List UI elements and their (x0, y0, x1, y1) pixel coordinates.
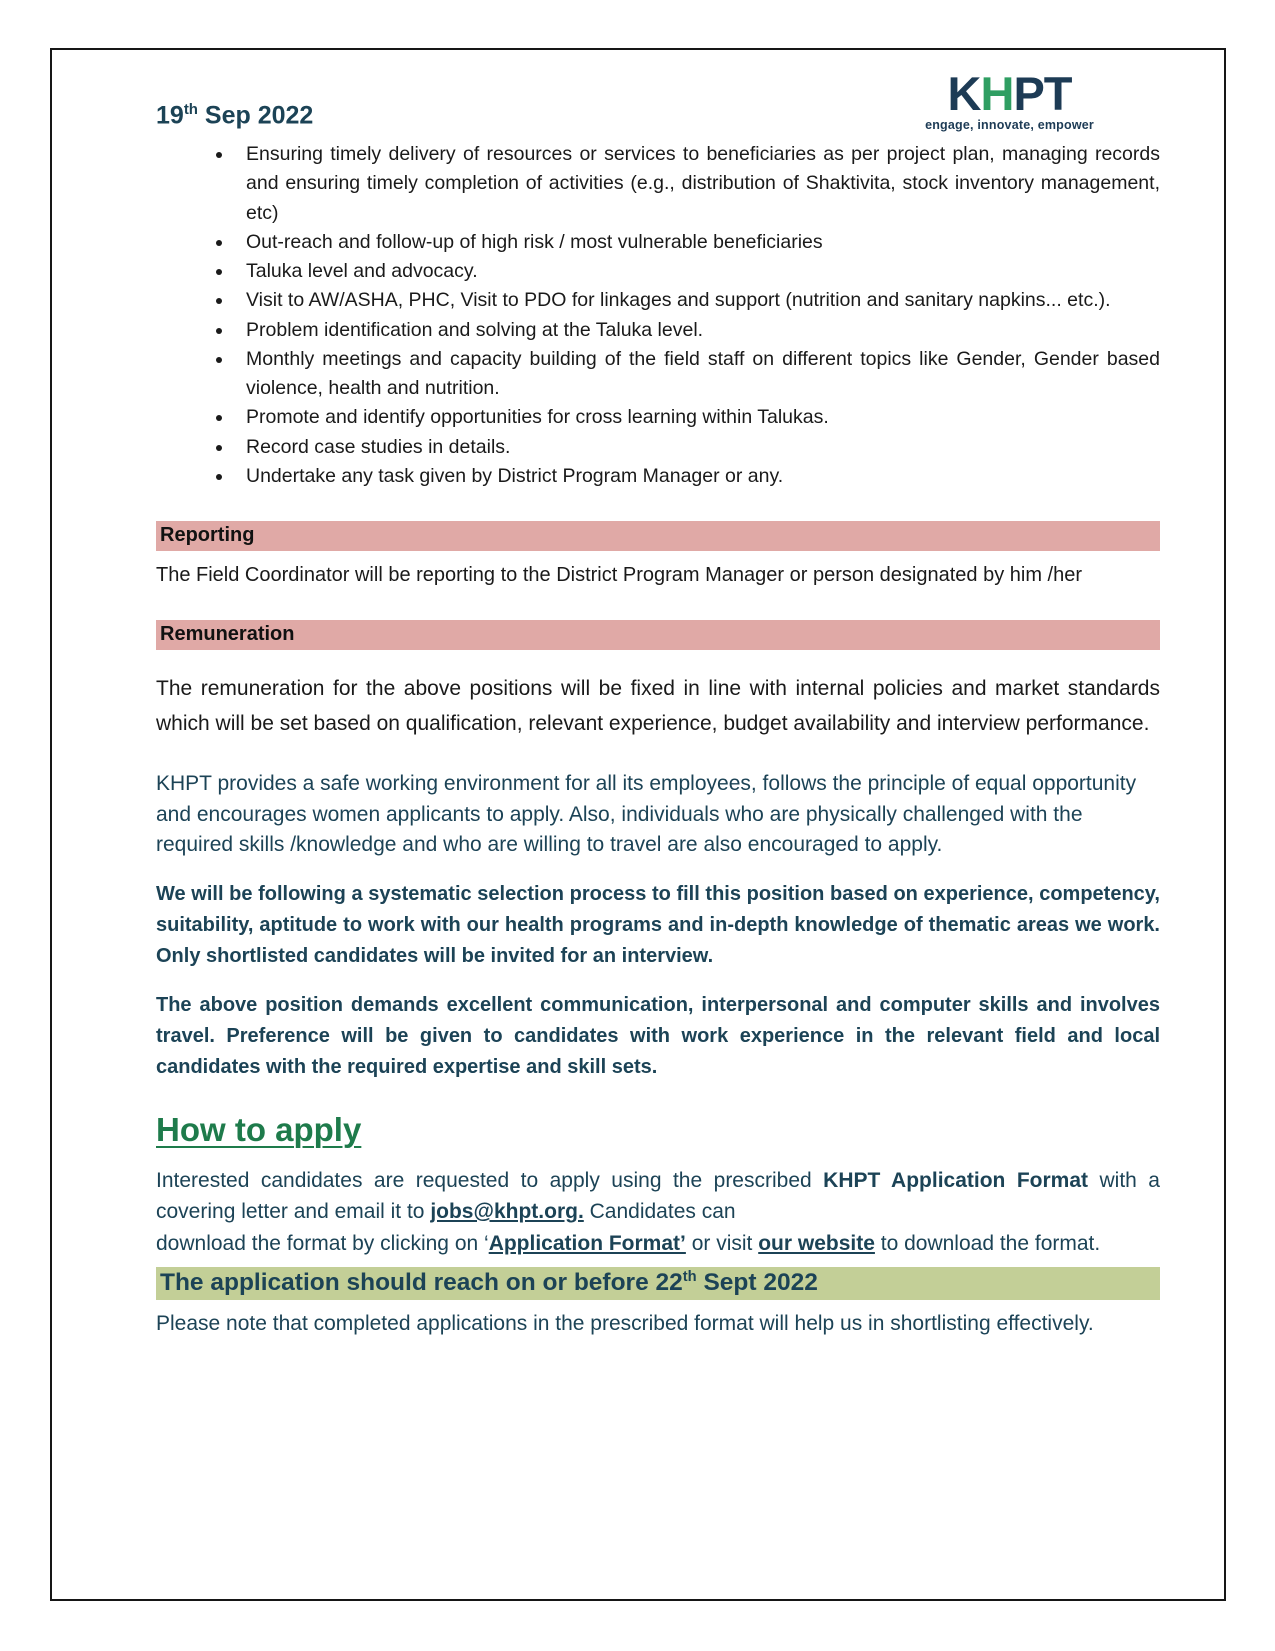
date-ordinal: th (183, 100, 198, 118)
equal-opportunity-paragraph: KHPT provides a safe working environment for all its employees, follows the principle of equal opportunity and encourages women applicants to apply. Also, individuals who are physically challenged with the required skills /knowledge and who are willing to travel are also encouraged to apply. (156, 772, 1137, 857)
position-demands-paragraph: The above position demands excellent communication, interpersonal and computer skills and involves travel. Preference will be given to candidates with work experience in the relevant field and local candidates with the required expertise and skill sets. (156, 993, 1160, 1078)
logo-letter-t: T (1043, 67, 1072, 120)
jobs-email-link[interactable]: jobs@khpt.org. (430, 1200, 584, 1224)
apply-text: download the format by clicking on ‘ (156, 1231, 489, 1255)
deadline-text: Sept 2022 (696, 1269, 818, 1297)
list-item: • Undertake any task given by District Program Manager or any. (234, 462, 1160, 491)
reporting-section-heading: Reporting (156, 521, 1160, 551)
logo-letter-p: P (1013, 67, 1044, 120)
logo-tagline: engage, innovate, empower (925, 118, 1094, 132)
deadline-ordinal: th (682, 1269, 697, 1286)
list-item: • Ensuring timely delivery of resources or services to beneficiaries as per project plan, managing records and ensuring timely completion of activities (e.g., distribution of Shaktivita, stock inventory management, etc) (234, 140, 1160, 228)
khpt-logo (925, 67, 1094, 132)
apply-instructions-paragraph (156, 1165, 1160, 1260)
apply-text: or visit (685, 1231, 759, 1255)
list-item: • Promote and identify opportunities for cross learning within Talukas. (234, 403, 1160, 432)
list-item: • Problem identification and solving at the Taluka level. (234, 316, 1160, 345)
page-header (156, 67, 1160, 132)
list-item: • Monthly meetings and capacity building of the field staff on different topics like Gender, Gender based violence, health and nutrition. (234, 345, 1160, 404)
logo-letter-h: H (980, 67, 1014, 120)
selection-process-paragraph: We will be following a systematic selection process to fill this position based on experience, competency, suitability, aptitude to work with our health programs and in-depth knowledge of thematic areas we work. Only shortlisted candidates will be invited for an interview. (156, 882, 1160, 967)
document-date (156, 101, 313, 132)
apply-text: to download the format. (874, 1231, 1101, 1255)
application-deadline-banner (156, 1267, 1160, 1300)
application-format-link[interactable]: Application Format’ (488, 1231, 686, 1255)
deadline-text: The application should reach on or before 22 (160, 1269, 683, 1297)
apply-text: Interested candidates are requested to apply using the prescribed (156, 1168, 824, 1192)
date-day: 19 (156, 101, 184, 129)
website-link[interactable]: our website (758, 1231, 875, 1255)
reporting-body: The Field Coordinator will be reporting to the District Program Manager or person designated by him /her (156, 564, 1082, 586)
application-format-name: KHPT Application Format (823, 1168, 1089, 1192)
list-item: • Out-reach and follow-up of high risk / most vulnerable beneficiaries (234, 228, 1160, 257)
date-rest: Sep 2022 (197, 101, 314, 129)
how-to-apply-heading: How to apply (156, 1110, 362, 1148)
remuneration-paragraph: The remuneration for the above positions will be fixed in line with internal policies and market standards which will be set based on qualification, relevant experience, budget availability and interview performance. (156, 677, 1160, 735)
logo-letter-k: K (947, 67, 981, 120)
apply-text: Candidates can (583, 1200, 736, 1224)
document-page (50, 48, 1226, 1601)
responsibilities-list (156, 140, 1160, 491)
remuneration-section-heading: Remuneration (156, 620, 1160, 650)
list-item: • Visit to AW/ASHA, PHC, Visit to PDO for linkages and support (nutrition and sanitary napkins... etc.). (234, 286, 1160, 315)
list-item: • Taluka level and advocacy. (234, 257, 1160, 286)
shortlisting-note-paragraph: Please note that completed applications in the prescribed format will help us in shortlisting effectively. (156, 1312, 1094, 1336)
list-item: • Record case studies in details. (234, 433, 1160, 462)
khpt-logo-wordmark (925, 67, 1094, 120)
apply-text: with a covering letter and email it to (156, 1168, 1160, 1224)
